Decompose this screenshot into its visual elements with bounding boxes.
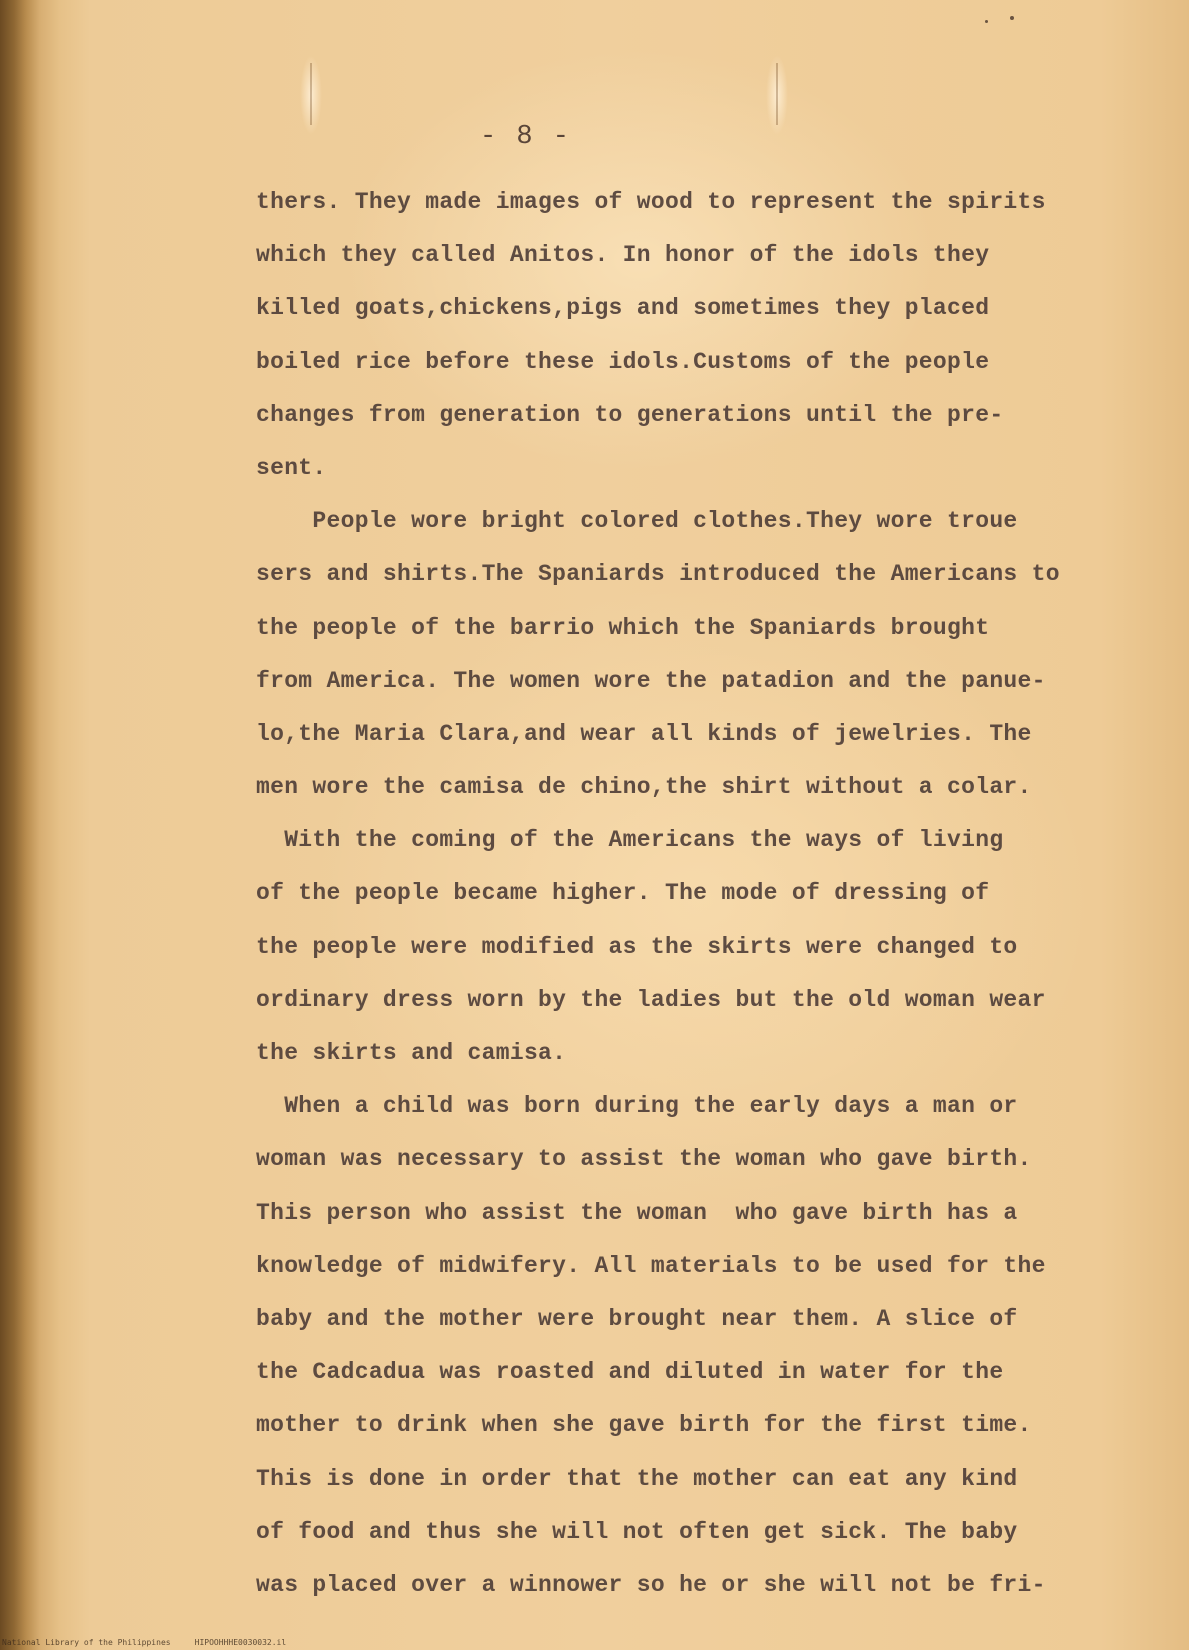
text-line: baby and the mother were brought near them. A slice of (256, 1305, 1018, 1332)
text-line: killed goats,chickens,pigs and sometimes they placed (256, 295, 990, 322)
paper-speck (985, 20, 988, 23)
text-line: sers and shirts.The Spaniards introduced the Americans to (256, 561, 1060, 588)
text-line: of food and thus she will not often get sick. The baby (256, 1518, 1018, 1545)
text-line: from America. The women wore the patadion and the panue- (256, 667, 1046, 694)
text-line: ordinary dress worn by the ladies but the old woman wear (256, 986, 1046, 1013)
text-line: This person who assist the woman who gave birth has a (256, 1199, 1018, 1226)
text-line: was placed over a winnower so he or she will not be fri- (256, 1571, 1046, 1598)
text-line: With the coming of the Americans the ways of living (256, 827, 1004, 854)
text-line: woman was necessary to assist the woman who gave birth. (256, 1146, 1032, 1173)
paper-speck (1010, 16, 1014, 20)
text-line: the skirts and camisa. (256, 1040, 567, 1066)
text-line: boiled rice before these idols.Customs of the people (256, 348, 990, 375)
text-line: thers. They made images of wood to represent the spirits (256, 189, 1046, 215)
paper-fold-mark-right (766, 55, 788, 135)
paper-fold-mark-left (300, 55, 322, 135)
typewritten-body (256, 176, 1166, 1612)
scan-footer-stamp: National Library of the Philippines HIPOOHHHE0030032.il (2, 1638, 287, 1647)
text-line: knowledge of midwifery. All materials to be used for the (256, 1252, 1046, 1279)
text-line: This is done in order that the mother can eat any kind (256, 1465, 1018, 1492)
text-line: the people of the barrio which the Spaniards brought (256, 614, 990, 641)
text-line: men wore the camisa de chino,the shirt without a colar. (256, 774, 1032, 801)
text-line: the people were modified as the skirts were changed to (256, 933, 1018, 960)
text-line: When a child was born during the early days a man or (256, 1093, 1018, 1120)
text-line: lo,the Maria Clara,and wear all kinds of jewelries. The (256, 720, 1032, 747)
text-line: which they called Anitos. In honor of the idols they (256, 242, 990, 269)
text-line: the Cadcadua was roasted and diluted in water for the (256, 1359, 1004, 1386)
text-line: People wore bright colored clothes.They wore troue (256, 508, 1018, 535)
text-line: sent. (256, 454, 327, 481)
text-line: mother to drink when she gave birth for the first time. (256, 1412, 1032, 1439)
page-number: - 8 - (480, 122, 572, 152)
text-line: of the people became higher. The mode of dressing of (256, 880, 990, 907)
text-line: changes from generation to generations until the pre- (256, 401, 1004, 428)
